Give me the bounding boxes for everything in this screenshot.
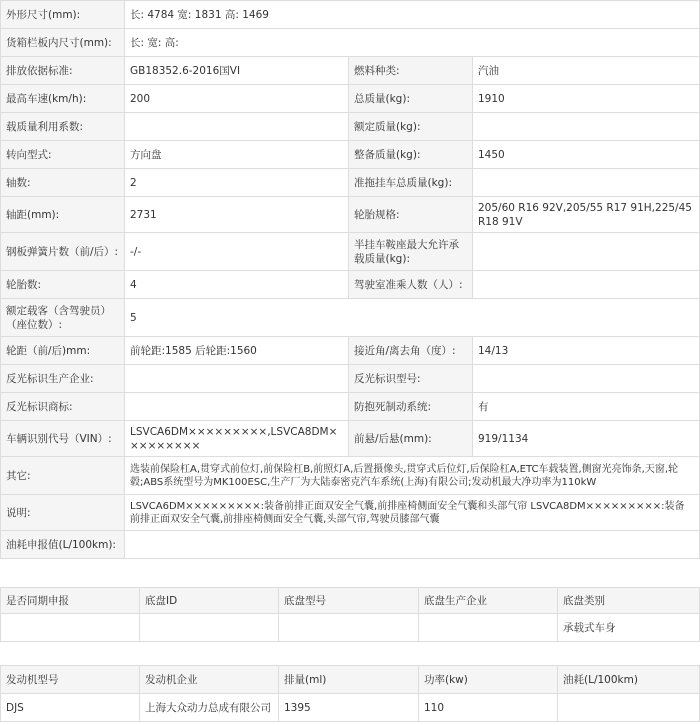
spec-row-other (1, 457, 700, 495)
spec-row-reflector (1, 365, 700, 393)
tire-value: 205/60 R16 92V,205/55 R17 91H,225/45 R18 91V (473, 197, 700, 233)
emission-label: 排放依据标准: (1, 57, 125, 85)
note-label: 说明: (1, 495, 125, 531)
rated-load-label: 额定质量(kg): (349, 113, 473, 141)
spec-row-note (1, 495, 700, 531)
total-mass-value: 1910 (473, 85, 700, 113)
steering-value: 方向盘 (125, 141, 349, 169)
max-speed-value: 200 (125, 85, 349, 113)
chassis-header-cell: 底盘生产企业 (419, 588, 558, 614)
note-value: LSVCA6DM×××××××××:装备前排正面双安全气囊,前排座椅侧面安全气囊和头部气帘 LSVCA8DM×××××××××:装备前排正面双安全气囊,前排座椅侧面安全气囊,头部气帘,驾驶员膝部气囊 (125, 495, 700, 531)
spec-row-vin (1, 421, 700, 457)
chassis-cell (140, 614, 279, 642)
spec-row-load (1, 113, 700, 141)
reflector-brand-label: 反光标识商标: (1, 393, 125, 421)
fuel-label: 燃料种类: (349, 57, 473, 85)
axles-value: 2 (125, 169, 349, 197)
emission-value: GB18352.6-2016国VI (125, 57, 349, 85)
other-label: 其它: (1, 457, 125, 495)
spec-row-tire-count (1, 271, 700, 299)
leaf-spring-label: 钢板弹簧片数（前/后）: (1, 233, 125, 271)
spec-row-dimensions (1, 1, 700, 29)
spec-row-axles (1, 169, 700, 197)
trailer-mass-value (473, 169, 700, 197)
chassis-header-cell: 底盘型号 (279, 588, 419, 614)
spec-row-leaf-spring (1, 233, 700, 271)
wheelbase-value: 2731 (125, 197, 349, 233)
chassis-table (0, 587, 700, 642)
engine-cell: 上海大众动力总成有限公司 (140, 694, 279, 722)
engine-cell: 110 (419, 694, 558, 722)
angle-label: 接近角/离去角（度）: (349, 337, 473, 365)
reflector-maker-value (125, 365, 349, 393)
seats-value: 5 (125, 299, 700, 337)
vin-label: 车辆识别代号（VIN）: (1, 421, 125, 457)
chassis-data-row (1, 614, 700, 642)
angle-value: 14/13 (473, 337, 700, 365)
rated-load-value (473, 113, 700, 141)
other-value: 选装前保险杠A,贯穿式前位灯,前保险杠B,前照灯A,后置摄像头,贯穿式后位灯,后保险杠A,ETC车载装置,侧窗光亮饰条,天窗,轮毂;ABS系统型号为MK100ESC,生产厂为大陆泰密克汽车系统(上海)有限公司;发动机最大净功率为110kW (125, 457, 700, 495)
curb-mass-label: 整备质量(kg): (349, 141, 473, 169)
reflector-model-label: 反光标识型号: (349, 365, 473, 393)
saddle-label: 半挂车鞍座最大允许承载质量(kg): (349, 233, 473, 271)
leaf-spring-value: -/- (125, 233, 349, 271)
engine-header-cell: 发动机企业 (140, 666, 279, 694)
dimensions-value: 长: 4784 宽: 1831 高: 1469 (125, 1, 700, 29)
reflector-brand-value (125, 393, 349, 421)
trailer-mass-label: 准拖挂车总质量(kg): (349, 169, 473, 197)
cargo-label: 货箱栏板内尺寸(mm): (1, 29, 125, 57)
spec-row-steering (1, 141, 700, 169)
chassis-header-cell: 底盘ID (140, 588, 279, 614)
spec-row-cargo (1, 29, 700, 57)
chassis-cell (419, 614, 558, 642)
vin-value: LSVCA6DM×××××××××,LSVCA8DM××××××××× (125, 421, 349, 457)
chassis-header-row (1, 588, 700, 614)
reflector-maker-label: 反光标识生产企业: (1, 365, 125, 393)
spec-row-fuel-consumption (1, 531, 700, 559)
chassis-cell (1, 614, 140, 642)
chassis-cell: 承载式车身 (558, 614, 700, 642)
engine-header-cell: 油耗(L/100km) (558, 666, 700, 694)
axles-label: 轴数: (1, 169, 125, 197)
spec-row-track (1, 337, 700, 365)
overhang-label: 前悬/后悬(mm): (349, 421, 473, 457)
tire-count-value: 4 (125, 271, 349, 299)
steering-label: 转向型式: (1, 141, 125, 169)
engine-data-row (1, 694, 700, 722)
engine-header-cell: 功率(kw) (419, 666, 558, 694)
spec-row-wheelbase (1, 197, 700, 233)
max-speed-label: 最高车速(km/h): (1, 85, 125, 113)
engine-header-row (1, 666, 700, 694)
tire-count-label: 轮胎数: (1, 271, 125, 299)
chassis-cell (279, 614, 419, 642)
seats-label: 额定载客（含驾驶员）（座位数）: (1, 299, 125, 337)
engine-header-cell: 发动机型号 (1, 666, 140, 694)
dimensions-label: 外形尺寸(mm): (1, 1, 125, 29)
spec-row-seats (1, 299, 700, 337)
fuel-consumption-value (125, 531, 700, 559)
wheelbase-label: 轴距(mm): (1, 197, 125, 233)
load-coef-label: 载质量利用系数: (1, 113, 125, 141)
total-mass-label: 总质量(kg): (349, 85, 473, 113)
load-coef-value (125, 113, 349, 141)
abs-value: 有 (473, 393, 700, 421)
track-value: 前轮距:1585 后轮距:1560 (125, 337, 349, 365)
fuel-consumption-label: 油耗申报值(L/100km): (1, 531, 125, 559)
curb-mass-value: 1450 (473, 141, 700, 169)
cab-passengers-label: 驾驶室准乘人数（人）: (349, 271, 473, 299)
abs-label: 防抱死制动系统: (349, 393, 473, 421)
engine-header-cell: 排量(ml) (279, 666, 419, 694)
engine-table (0, 665, 700, 722)
engine-cell: DJS (1, 694, 140, 722)
spec-row-speed (1, 85, 700, 113)
chassis-header-cell: 是否同期申报 (1, 588, 140, 614)
cab-passengers-value (473, 271, 700, 299)
overhang-value: 919/1134 (473, 421, 700, 457)
spec-row-emission (1, 57, 700, 85)
fuel-value: 汽油 (473, 57, 700, 85)
saddle-value (473, 233, 700, 271)
reflector-model-value (473, 365, 700, 393)
tire-label: 轮胎规格: (349, 197, 473, 233)
engine-cell (558, 694, 700, 722)
chassis-header-cell: 底盘类别 (558, 588, 700, 614)
track-label: 轮距（前/后)mm: (1, 337, 125, 365)
spec-row-abs (1, 393, 700, 421)
cargo-value: 长: 宽: 高: (125, 29, 700, 57)
engine-cell: 1395 (279, 694, 419, 722)
